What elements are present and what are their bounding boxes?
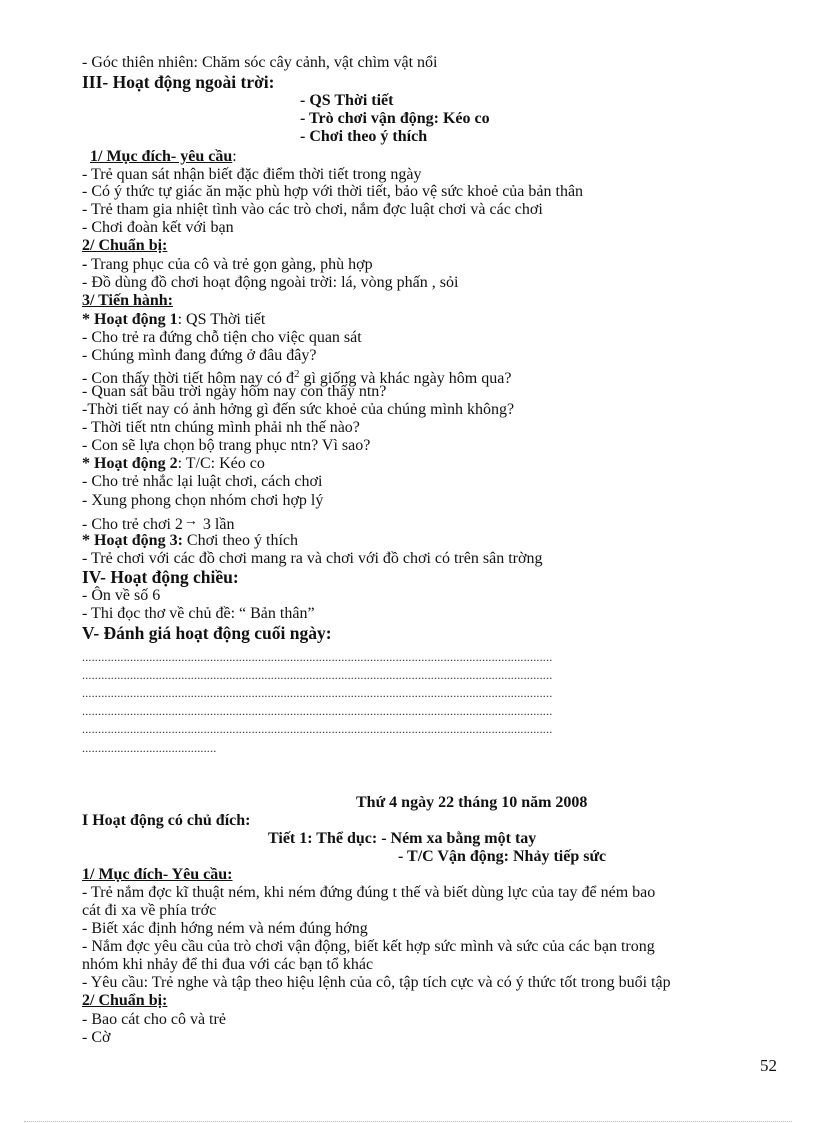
- text-line: [82, 256, 373, 274]
- text-line: - Biết xác định hớng ném và ném đúng hớng: [82, 920, 368, 937]
- text-line: - Có ý thức tự giác ăn mặc phù hợp với thời tiết, bảo vệ sức khoẻ của bản thân: [82, 183, 584, 200]
- arrow-icon: →: [183, 514, 198, 529]
- bullet: -: [82, 256, 88, 273]
- activity-title: - Chơi theo ý thích: [300, 128, 428, 145]
- section-heading: IV- Hoạt động chiều:: [82, 567, 239, 587]
- text-line: - Ôn về số 6: [82, 587, 161, 604]
- text-line: - Thi đọc thơ về chủ đề: “ Bản thân”: [82, 605, 315, 622]
- subheading: 2/ Chuẩn bị:: [82, 237, 168, 254]
- text-line: - Thời tiết ntn chúng mình phải nh thế nào?: [82, 419, 360, 436]
- page-bottom-divider: [24, 1121, 792, 1122]
- section-heading: I Hoạt động có chủ đích:: [82, 812, 251, 829]
- text-line: - Trẻ nắm đợc kĩ thuật ném, khi ném đứng đúng t thế và biết dùng lực của tay để ném bao: [82, 884, 656, 901]
- text-line: - Chơi đoàn kết với bạn: [82, 219, 234, 236]
- superscript: 2: [293, 368, 300, 380]
- text-line: - Đồ dùng đồ chơi hoạt động ngoài trời: lá, vòng phấn , sỏi: [82, 274, 459, 291]
- page-number: 52: [760, 1056, 777, 1075]
- text-span: gì giống và khác ngày hôm qua?: [299, 370, 512, 387]
- lesson-title: - T/C Vận động: Nhảy tiếp sức: [398, 848, 607, 865]
- section-heading: V- Đánh giá hoạt động cuối ngày:: [82, 623, 332, 643]
- text-line: - Trẻ tham gia nhiệt tình vào các trò chơi, nắm đợc luật chơi và các chơi: [82, 201, 543, 218]
- text-span: : T/C: Kéo co: [177, 455, 265, 472]
- dotted-line: ...................................................................................................................................................: [82, 668, 553, 682]
- text-line: [82, 513, 234, 534]
- text-line: - Yêu cầu: Trẻ nghe và tập theo hiệu lệnh của cô, tập tích cực và có ý thức tốt trong buổi tập: [82, 974, 671, 991]
- text-span: - Cho trẻ chơi 2: [82, 516, 183, 533]
- text-line: nhóm khi nhảy để thi đua với các bạn tổ khác: [82, 956, 374, 973]
- text-span: :: [232, 148, 237, 165]
- text-span: - Con thấy thời tiết hôm nay có đ: [82, 370, 294, 387]
- text-line: [82, 455, 265, 473]
- text-line: - Con sẽ lựa chọn bộ trang phục ntn? Vì sao?: [82, 437, 371, 454]
- dotted-line: ...................................................................................................................................................: [82, 722, 553, 736]
- text-span: Chơi theo ý thích: [182, 532, 299, 549]
- text-line: - Chúng mình đang đứng ở đâu đây?: [82, 347, 317, 364]
- text-line: - Cho trẻ ra đứng chỗ tiện cho việc quan sát: [82, 329, 362, 346]
- activity-label: * Hoạt động 3:: [82, 532, 183, 549]
- activity-title: - Trò chơi vận động: Kéo co: [300, 110, 490, 127]
- dotted-line: ...................................................................................................................................................: [82, 650, 553, 664]
- date-heading: Thứ 4 ngày 22 tháng 10 năm 2008: [356, 794, 588, 811]
- subheading-line: [90, 148, 237, 166]
- text-line: - Xung phong chọn nhóm chơi hợp lý: [82, 492, 324, 509]
- text-line: - Quan sát bầu trời ngày hôm nay con thấy ntn?: [82, 383, 387, 400]
- text-span: 3 lần: [198, 516, 235, 533]
- section-heading: III- Hoạt động ngoài trời:: [82, 72, 275, 92]
- text-line: - Góc thiên nhiên: Chăm sóc cây cảnh, vật chìm vật nổi: [82, 54, 438, 71]
- subheading: 3/ Tiến hành:: [82, 292, 174, 309]
- dotted-line: ..........................................: [82, 741, 217, 755]
- text-line: - Trẻ quan sát nhận biết đặc điểm thời tiết trong ngày: [82, 166, 422, 183]
- text-line: - Cho trẻ nhắc lại luật chơi, cách chơi: [82, 473, 323, 490]
- text-line: [82, 532, 298, 550]
- text-line: cát đi xa về phía trớc: [82, 902, 217, 919]
- activity-title: - QS Thời tiết: [300, 92, 394, 109]
- text-line: [82, 311, 265, 329]
- text-span: : QS Thời tiết: [177, 311, 266, 328]
- text-line: -Thời tiết nay có ảnh hởng gì đến sức khoẻ của chúng mình không?: [82, 401, 515, 418]
- text-line: - Cờ: [82, 1029, 111, 1046]
- subheading: 2/ Chuẩn bị:: [82, 992, 168, 1009]
- lesson-title: Tiết 1: Thể dục: - Ném xa bằng một tay: [268, 830, 537, 847]
- subheading: 1/ Mục đích- yêu cầu: [90, 148, 233, 165]
- dotted-line: ...................................................................................................................................................: [82, 686, 553, 700]
- dotted-line: ...................................................................................................................................................: [82, 704, 553, 718]
- activity-label: * Hoạt động 2: [82, 455, 178, 472]
- subheading: 1/ Mục đích- Yêu cầu:: [82, 866, 233, 883]
- text-line: - Trẻ chơi với các đồ chơi mang ra và chơi với đồ chơi có trên sân trờng: [82, 550, 543, 567]
- activity-label: * Hoạt động 1: [82, 311, 178, 328]
- text-span: Trang phục của cô và trẻ gọn gàng, phù hợp: [87, 256, 373, 273]
- text-line: - Bao cát cho cô và trẻ: [82, 1011, 226, 1028]
- text-line: - Nắm đợc yêu cầu của trò chơi vận động, biết kết hợp sức mình và sức của các bạn trong: [82, 938, 655, 955]
